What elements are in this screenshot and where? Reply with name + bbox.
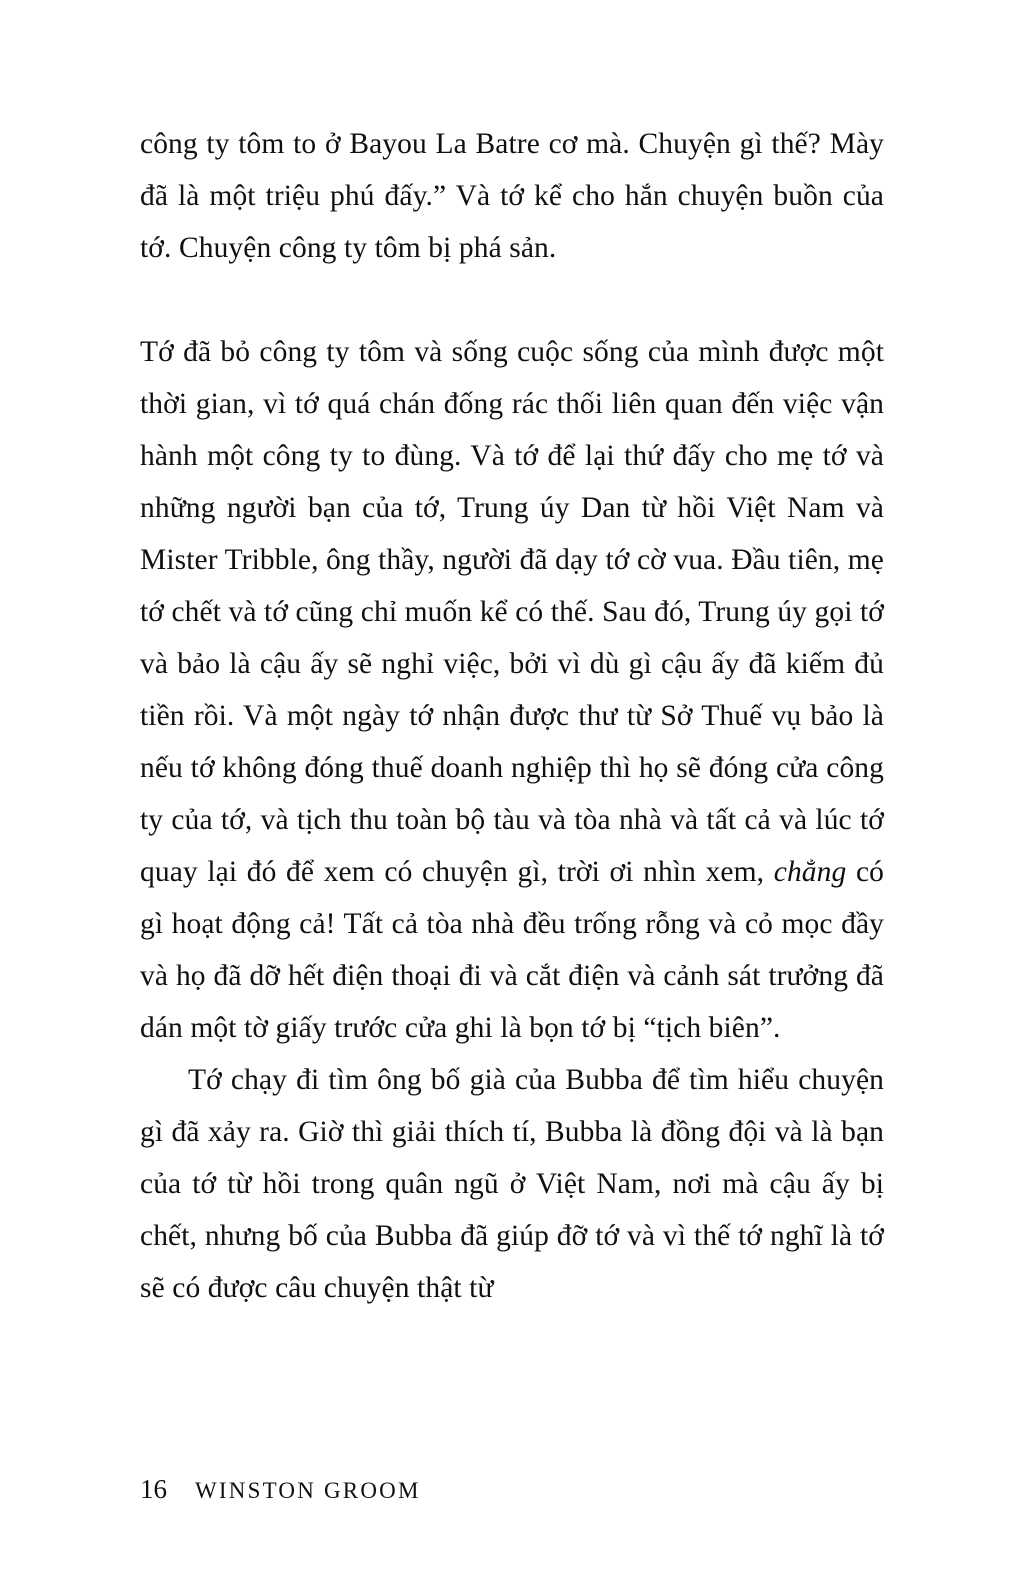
paragraph-1-text: công ty tôm to ở Bayou La Batre cơ mà. Chuyện gì thế? Mày đã là một triệu phú đấy.” Và tớ kể cho hắn chuyện buồn của tớ. Chuyện công ty tôm bị phá sản. [140, 128, 884, 264]
page-number: 16 [140, 1474, 167, 1504]
page-footer [140, 1476, 421, 1504]
page-body-text [140, 118, 884, 1314]
paragraph-spacer [140, 274, 884, 326]
paragraph-2-emphasis: chẳng [773, 856, 847, 888]
paragraph-2-text-part-1: Tớ đã bỏ công ty tôm và sống cuộc sống của mình được một thời gian, vì tớ quá chán đống rác thối liên quan đến việc vận hành một công ty to đùng. Và tớ để lại thứ đấy cho mẹ tớ và những người bạn của tớ, Trung úy Dan từ hồi Việt Nam và Mister Tribble, ông thầy, người đã dạy tớ cờ vua. Đầu tiên, mẹ tớ chết và tớ cũng chỉ muốn kể có thế. Sau đó, Trung úy gọi tớ và bảo là cậu ấy sẽ nghỉ việc, bởi vì dù gì cậu ấy đã kiếm đủ tiền rồi. Và một ngày tớ nhận được thư từ Sở Thuế vụ bảo là nếu tớ không đóng thuế doanh nghiệp thì họ sẽ đóng cửa công ty của tớ, và tịch thu toàn bộ tàu và tòa nhà và tất cả và lúc tớ quay lại đó để xem có chuyện gì, trời ơi nhìn xem, [140, 336, 884, 888]
paragraph-2-text-part-2: có gì hoạt động cả! Tất cả tòa nhà đều trống rỗng và cỏ mọc đầy và họ đã dỡ hết điện thoại đi và cắt điện và cảnh sát trưởng đã dán một tờ giấy trước cửa ghi là bọn tớ bị “tịch biên”. [140, 856, 884, 1044]
running-head: WINSTON GROOM [195, 1478, 421, 1503]
paragraph-2 [140, 326, 884, 1054]
paragraph-1 [140, 118, 884, 274]
paragraph-3 [140, 1054, 884, 1314]
paragraph-3-text: Tớ chạy đi tìm ông bố già của Bubba để tìm hiểu chuyện gì đã xảy ra. Giờ thì giải thích tí, Bubba là đồng đội và là bạn của tớ từ hồi trong quân ngũ ở Việt Nam, nơi mà cậu ấy bị chết, nhưng bố của Bubba đã giúp đỡ tớ và vì thế tớ nghĩ là tớ sẽ có được câu chuyện thật từ [140, 1064, 884, 1304]
